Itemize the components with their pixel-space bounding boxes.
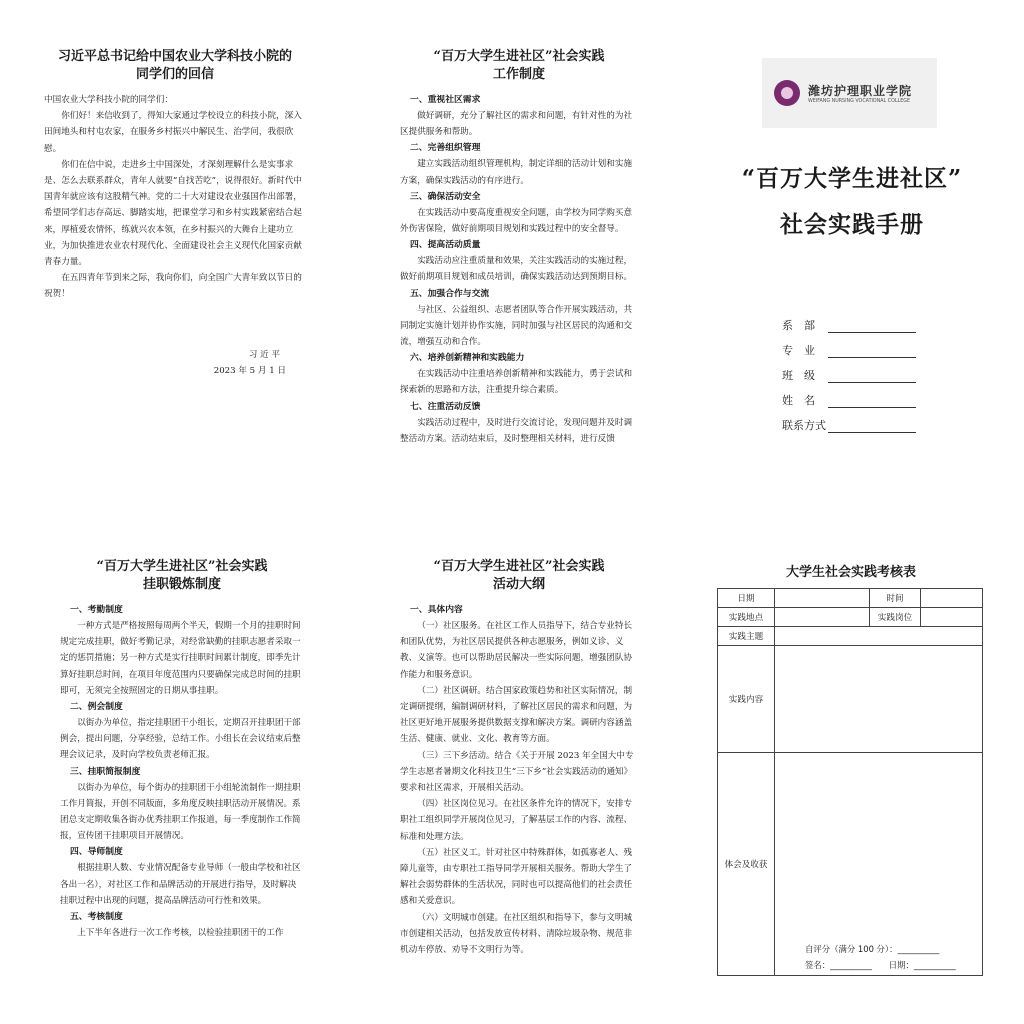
table-row <box>718 627 983 646</box>
cover-title <box>732 156 972 248</box>
letter-signature <box>44 347 306 379</box>
signature-date-line: 签名：__________ 日期：__________ <box>805 960 956 970</box>
assessment-table <box>717 588 983 976</box>
date-field[interactable] <box>775 589 870 608</box>
outline-item: （一）社区服务。在社区工作人员指导下，结合专业特长和团队优势，为社区居民提供各种志愿服务，例如义诊、义教、义演等。也可以帮助居民解决一些实际问题，增强团队协作能力和服务意识。 <box>400 621 633 680</box>
rules-body <box>400 92 638 492</box>
rules-heading: 三、确保活动安全 <box>410 191 481 202</box>
table-row <box>718 753 983 976</box>
cover-fields <box>782 308 916 433</box>
rules-text: 在实践活动中注重培养创新精神和实践能力，勇于尝试和探索新的思路和方法，注重提升综合素质。 <box>400 369 633 396</box>
field-contact: 联系方式 <box>782 408 916 433</box>
rules-title-line2: 工作制度 <box>492 67 545 82</box>
temp-text: 根据挂职人数、专业情况配备专业导师（一般由学校和社区各出一名），对社区工作和品牌活动的开展进行指导，及时解决挂职过程中出现的问题，提高品牌活动可行性和效果。 <box>60 863 301 906</box>
post-label: 实践岗位 <box>870 608 921 627</box>
letter-paragraph: 在五四青年节到来之际，我向你们，向全国广大青年致以节日的祝贺！ <box>44 273 302 300</box>
outline-item: （四）社区岗位见习。在社区条件允许的情况下，安排专职社工组织同学开展岗位见习，了解基层工作的内容、流程、标准和处理方法。 <box>400 799 633 842</box>
field-name: 姓 名 <box>782 383 916 408</box>
self-score-line: 自评分（满分 100 分）：__________ <box>805 944 940 954</box>
topic-field[interactable] <box>775 627 983 646</box>
temp-title-line2: 挂职锻炼制度 <box>142 577 221 592</box>
letter-paragraph: 你们在信中说，走进乡土中国深处，才深刻理解什么是实事求是、怎么去联系群众，青年人就要“自找苦吃”，说得很好。新时代中国青年就应该有这股精气神。党的二十大对建设农业强国作出部署，希望同学们志存高远、脚踏实地，把课堂学习和乡村实践紧密结合起来，厚植爱农情怀，练就兴农本领，在乡村振兴的大舞台上建功立业，为加快推进农业农村现代化、全面建设社会主义现代化国家贡献青春力量。 <box>44 159 303 268</box>
date-label: 日期 <box>718 589 775 608</box>
temp-title-line1: “百万大学生进社区”社会实践 <box>96 559 268 574</box>
rules-heading: 六、培养创新精神和实践能力 <box>410 353 525 364</box>
college-logo <box>762 58 937 128</box>
assessment-title: 大学生社会实践考核表 <box>785 565 916 580</box>
logo-name-en: WEIFANG NURSING VOCATIONAL COLLEGE <box>808 99 911 104</box>
rules-heading: 二、完善组织管理 <box>410 143 481 154</box>
outline-heading: 一、具体内容 <box>410 605 463 615</box>
time-field[interactable] <box>921 589 983 608</box>
letter-date: 2023 年 5 月 1 日 <box>213 365 286 376</box>
outline-item: （三）三下乡活动。结合《关于开展 2023 年全国大中专学生志愿者暑期文化科技卫生“三下乡”社会实践活动的通知》要求和社区需求，开展相关活动。 <box>400 750 634 794</box>
rules-text: 做好调研，充分了解社区的需求和问题，有针对性的为社区提供服务和帮助。 <box>400 111 633 138</box>
field-department: 系 部 <box>782 308 916 333</box>
letter-panel <box>44 48 306 379</box>
table-row <box>718 608 983 627</box>
college-emblem-icon <box>774 80 800 106</box>
rules-text: 建立实践活动组织管理机构，制定详细的活动计划和实施方案，确保实践活动的有序进行。 <box>400 159 633 186</box>
work-rules-panel <box>400 48 638 492</box>
temp-heading: 二、例会制度 <box>70 702 123 713</box>
location-field[interactable] <box>775 608 870 627</box>
field-major: 专 业 <box>782 333 916 358</box>
temp-text: 一种方式是严格按照每周两个半天，假期一个月的挂职时间规定完成挂职，做好考勤记录，对经常缺勤的挂职志愿者采取一定的惩罚措施；另一种方式是实行挂职时间累计制度，即季先计算好挂职总时间，在项目年度范围内只要确保完成总时间的挂职即可，无须完全按照固定的日期从事挂职。 <box>60 621 301 696</box>
table-row <box>718 589 983 608</box>
assessment-panel <box>717 564 985 976</box>
temp-heading: 三、挂职简报制度 <box>70 766 141 777</box>
rules-heading: 四、提高活动质量 <box>410 240 481 251</box>
temp-post-panel <box>60 558 304 1012</box>
outline-item: （五）社区义工。针对社区中特殊群体，如孤寡老人、残障儿童等，由专职社工指导同学开展相关服务。帮助大学生了解社会弱势群体的生活状况，同时也可以提高他们的社会责任感和关爱意识。 <box>400 847 633 907</box>
rules-text: 与社区、公益组织、志愿者团队等合作开展实践活动，共同制定实施计划并协作实施，同时加强与社区居民的沟通和交流，增强互动和合作。 <box>400 304 633 348</box>
reflection-field[interactable] <box>775 753 983 976</box>
temp-heading: 五、考核制度 <box>70 912 123 923</box>
letter-body <box>44 92 306 303</box>
rules-title-line1: “百万大学生进社区”社会实践 <box>433 49 605 64</box>
rules-heading: 一、重视社区需求 <box>410 95 481 105</box>
cover-title-line1: “百万大学生进社区” <box>741 165 963 192</box>
logo-name-cn: 潍坊护理职业学院 <box>808 84 913 98</box>
outline-title-line2: 活动大纲 <box>492 577 545 592</box>
location-label: 实践地点 <box>718 608 775 627</box>
reflection-label: 体会及收获 <box>718 753 775 976</box>
temp-text: 以街办为单位，指定挂职团干小组长，定期召开挂职团干部例会，提出问题，分享经验，总结工作。小组长在会议结束后整理会议记录，及时向学校负责老师汇报。 <box>60 718 301 761</box>
rules-heading: 七、注重活动反馈 <box>410 401 481 412</box>
letter-paragraph: 你们好！来信收到了，得知大家通过学校设立的科技小院，深入田间地头和村屯农家，在服务乡村振兴中解民生、治学问，我很欣慰。 <box>44 111 302 154</box>
cover-title-line2: 社会实践手册 <box>780 211 924 238</box>
temp-heading: 一、考勤制度 <box>70 605 123 615</box>
topic-label: 实践主题 <box>718 627 775 646</box>
table-row <box>718 646 983 753</box>
outline-item: （六）文明城市创建。在社区组织和指导下，参与文明城市创建相关活动，包括发放宣传材料、清除垃圾杂物、规范非机动车停放、劝导不文明行为等。 <box>400 912 633 956</box>
outline-title-line1: “百万大学生进社区”社会实践 <box>433 559 605 574</box>
activity-outline-panel <box>400 558 638 1022</box>
letter-title-line2: 同学们的回信 <box>135 67 214 82</box>
letter-signer: 习 近 平 <box>248 349 280 360</box>
letter-title-line1: 习近平总书记给中国农业大学科技小院的 <box>57 49 292 64</box>
rules-text: 在实践活动中要高度重视安全问题，由学校为同学购买意外伤害保险，做好前期项目规划和实践过程中的安全督导。 <box>400 207 633 235</box>
letter-salutation: 中国农业大学科技小院的同学们： <box>44 95 173 105</box>
outline-item: （二）社区调研。结合国家政策趋势和社区实际情况，制定调研提纲，编制调研材料，了解社区居民的需求和问题，为社区更好地开展服务提供数据支撑和解决方案。调研内容涵盖生活、健康、就业、文化、教育等方面。 <box>400 685 633 745</box>
outline-body <box>400 602 638 1022</box>
rules-text: 实践活动应注重质量和效果，关注实践活动的实施过程，做好前期项目规划和成员培训，确保实践活动达到预期目标。 <box>400 256 633 283</box>
field-class: 班 级 <box>782 358 916 383</box>
temp-text: 上下半年各进行一次工作考核，以检验挂职团干的工作 <box>77 928 284 939</box>
temp-text: 以街办为单位，每个街办的挂职团干小组轮流制作一期挂职工作月简报，开创不同版面，多角度反映挂职活动开展情况。系团总支定期收集各街办优秀挂职工作报道，每一季度制作工作简报，宣传团干挂职项目开展情况。 <box>60 782 301 842</box>
content-field[interactable] <box>775 646 983 753</box>
rules-heading: 五、加强合作与交流 <box>410 288 490 299</box>
content-label: 实践内容 <box>718 646 775 753</box>
temp-body <box>60 602 304 1012</box>
time-label: 时间 <box>870 589 921 608</box>
post-field[interactable] <box>921 608 983 627</box>
rules-text: 实践活动过程中，及时进行交流讨论，发现问题并及时调整活动方案。活动结束后，及时整理相关材料，进行反馈 <box>400 417 633 444</box>
temp-heading: 四、导师制度 <box>70 847 123 858</box>
